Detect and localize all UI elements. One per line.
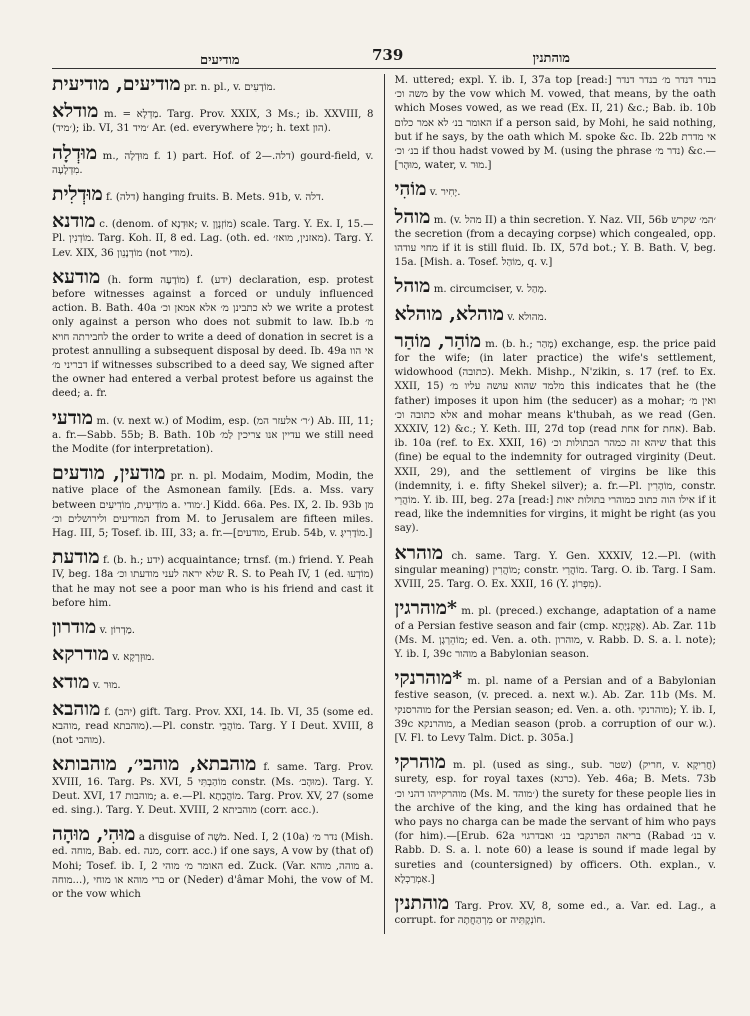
entry-headword: מודיעים, מודיעית	[52, 73, 181, 95]
entry-definition: m. = מַדְלָא. Targ. Prov. XXIX, 3 Ms.; ib. XXVIII, 8 (׳מיד); ib. VI, 31 ׳מיד Ar. (ed. everywhere ׳מַלְ; h. text הון).	[52, 109, 374, 135]
header-rule	[52, 68, 716, 69]
dictionary-entry	[395, 207, 717, 271]
entry-headword: מוהבתא, מוהבי׳, מוהבותא	[52, 753, 257, 776]
entry-headword: מודרקא	[52, 643, 109, 666]
dictionary-entry	[52, 617, 374, 638]
entry-headword: מודעי	[52, 406, 93, 429]
dictionary-entry	[52, 101, 374, 136]
entry-headword: מוהל	[394, 205, 431, 228]
entry-headword: מוהתנין	[394, 891, 450, 914]
entry-definition: f. (דלה) hanging fruits. B. Mets. 91b, v. דלה.	[105, 192, 325, 204]
two-column-body	[52, 74, 716, 934]
entry-headword: מוֹהַר, מוֹהַר	[394, 329, 482, 352]
entry-definition: m. pl. name of a Persian and of a Babylonian festive season, (v. preced. a. next w.). Ab. Zar. 11b (Ms. M. מוהרסנקי for the Persian season; ed. Ven. a. oth. מוהרנקי); Y. ib. I, 39c מוהרנקא, a Median season (prob. a corruption of our w.). [V. Fl. to Levy Talm. Dict. p. 305a.]	[394, 676, 716, 744]
entry-headword: מוֹהִי	[394, 178, 427, 201]
dictionary-entry	[395, 543, 717, 593]
entry-definition: m., מוּדְלָה f. 1) part. Hof. of דלה.—2) gourd-field, v. מִדְלָעָה.	[52, 150, 374, 176]
entry-headword: מודעת	[52, 546, 100, 569]
dictionary-entry	[395, 74, 717, 173]
entry-definition: Targ. Prov. XV, 8, some ed., a. Var. ed. Lag., a corrupt. for מִרְהַחֲתָה or חוֹנְקָתִּיה.	[394, 900, 716, 927]
entry-definition: f. (יהב) gift. Targ. Prov. XXI, 14. Ib. VI, 35 (some ed. מוהבא, read מוהבתא).—Pl. constr. מוֹהֲבֵי. Targ. Y I Deut. XVIII, 8 (not מוהבי).	[52, 706, 374, 747]
entry-headword: מוהבא	[52, 697, 101, 720]
entry-definition: f. same. Targ. Prov. XVIII, 16. Targ. Ps. XVI, 5 מוֹהַבְתִּי constr. (Ms. מוּהָב׳). Targ. Y. Deut. XVI, 17 מוהבות; a. e.—Pl. מוֹהֲבָתָא. Targ. Prov. XV, 27 (some ed. sing.). Targ. Y. Deut. XVIII, 2 מוהביתא (corr. acc.).	[52, 762, 374, 816]
header-left-catchword: מודיעים	[200, 53, 240, 68]
dictionary-entry	[395, 668, 717, 746]
entry-definition: (h. form מוֹדָעָה) f. (ידע) declaration, esp. protest before witnesses against a forced or unduly influenced action. B. Bath. 40a לא כתבינן מ׳ אלא אמאן וכ׳ we write a protest only against a person who does not submit to law. Ib.b מ׳ לחבירתה חויא the order to write a deed of donation in secret is a protest annulling a subsequent disposal by deed. Ib. 49a אי הוו דבריני מ׳ if witnesses subscribed to a deed say, We signed after the owner had entered a verbal protest before us against the deed; a. fr.	[52, 274, 374, 400]
entry-definition: m. pl. (used as sing., sub. שטר) (חריק, v. חֲרִיקָא) surety, esp. for royal taxes (כרגא). Yeb. 46a; B. Mets. 73b מוהרקייהו דהני וכ׳ (Ms. M. ׳מוהד) the surety for these people lies in the archive of the king, and the king has ordained that he who pays no charga can be made the servant of him who pays (for him).—[Erub. 62a בריאה הפרנקבי בנ׳ ואבדרגוי (Rabad בנ׳ v. Rabb. D. S. a. l. note 60) a lease is sound if made legal by sureties and (countersigned) by officers. Oth. explan., v. אַמְרַכְלָא.]	[394, 760, 717, 885]
dictionary-entry	[52, 699, 374, 749]
dictionary-entry	[395, 276, 717, 297]
entry-definition: m. (v. next w.) of Modim, esp. (׳ר׳ אלעזר המ) Ab. III, 11; a. fr.—Sabb. 55b; B. Bath. 10b עדיין אנו צריכין לַמ׳ we still need the Modite (for interpretation).	[52, 415, 374, 456]
entry-definition: v. מַדְרוֹן.	[99, 625, 135, 637]
entry-definition: M. uttered; expl. Y. ib. I, 37a top [read:] בנדר דנדר מ׳ בנדר דנדר משה וכ׳ by the vow which M. vowed, that means, by the oath which Moses vowed, as we read (Ex. II, 21) &c.; Bab. ib. 10b האומר בנ׳ לא אמר כלום if a person said, by Mohi, he said nothing, but if he says, by the oath which M. spoke &c. Ib. 22b אי מדרת בנ׳ וכ׳ if thou hadst vowed by M. (using the phrase נדר מ׳) &c.—[מוּהָר, water, v. מוּר.]	[394, 75, 716, 172]
dictionary-entry	[395, 304, 717, 325]
entry-definition: v. יָחִיר.	[429, 187, 461, 199]
entry-definition: pr. n. pl., v. מוֹדָעִים.	[183, 82, 276, 93]
entry-headword: מוהל	[394, 275, 431, 298]
entry-headword: *מוהרגין	[394, 597, 457, 620]
dictionary-entry	[52, 824, 374, 902]
dictionary-entry	[52, 672, 374, 693]
entry-headword: מודעין, מודעים	[52, 462, 166, 485]
entry-definition: v. מוּר.	[92, 679, 121, 691]
dictionary-entry	[395, 331, 717, 537]
entry-headword: מודנא	[52, 210, 96, 233]
entry-definition: c. (denom. of אוּדְנָא; v. מוֹזְנָוָן) scale. Targ. Y. Ex. I, 15.—Pl. מוֹדְנִין. Targ. Koh. II, 8 ed. Lag. (oth. ed. מאזנין, מואז׳). Targ. Y. Lev. XIX, 36 מוֹדְנָנֵון (not מודי).	[52, 219, 374, 259]
entry-headword: מודעא	[52, 265, 101, 288]
entry-headword: מוהרא	[394, 541, 444, 564]
entry-headword: מוהלא, מוהלא	[394, 302, 505, 325]
dictionary-entry	[52, 184, 374, 205]
dictionary-entry	[52, 754, 374, 818]
entry-definition: ch. same. Targ. Y. Gen. XXXIV, 12.—Pl. (with singular meaning) מוֹהֲרִין; constr. מוֹהֲרֵי. Targ. O. ib. Targ. I Sam. XVIII, 25. Targ. O. Ex. XXII, 16 (Y. מִפְרוֹגָ).	[394, 550, 716, 591]
entry-headword: *מוהרנקי	[394, 667, 463, 690]
entry-definition: f. (b. h.; ידע) acquaintance; trnsf. (m.) friend. Y. Peah IV, beg. 18a שלא יראה לעני מודעתו וכ׳ R. S. to Peah IV, 1 (ed. מוֹדְעוּ) that he may not see a poor man who is his friend and cast it before him.	[52, 555, 374, 609]
entry-headword: מודא	[52, 670, 90, 693]
entry-headword: מודרון	[52, 616, 97, 639]
dictionary-entry	[395, 893, 717, 928]
entry-headword: מוהרקי	[394, 751, 447, 774]
page-number: 739	[372, 46, 404, 64]
entry-definition: pr. n. pl. Modaim, Modim, Modin, the native place of the Asmonean family. [Eds. a. Mss. vary between מוֹדִיעִית, מוֹדִיעִים a. ׳מודי.] Kidd. 66a. Pes. IX, 2. Ib. 93b מן המודיעים ולירושלים וכ׳ from M. to Jerusalem are fifteen miles. Hag. III, 5; Tosef. ib. III, 33; a. fr.—[מודעים, Erub. 54b, v. מוֹדָרִיגָּ.]	[52, 471, 374, 540]
entry-definition: v. מהולא.	[507, 311, 547, 323]
entry-headword: מוּהִי, מוּהָה	[52, 823, 136, 846]
entry-headword: מוּדְלָה	[52, 141, 98, 164]
dictionary-entry	[52, 211, 374, 261]
dictionary-entry	[395, 598, 717, 662]
entry-definition: a disguise of מֹשֶׁה. Ned. I, 2 (10a) נדר מ׳ (Mish. ed. מוחה, Bab. ed. מנה, corr. acc.) if one says, A vow by (that of) Mohi; Tosef. ib. I, 2 האומר מ׳ מוהי ed. Zuck. (Var. מוהה, מוהא a. מוחה...), ברי מוהא או מוחי or (Neder) d'âmar Mohi, the vow of M. or the vow which	[52, 832, 374, 900]
dictionary-entry	[52, 547, 374, 611]
dictionary-entry	[395, 752, 717, 887]
entry-headword: מודלא	[52, 100, 99, 123]
entry-definition: v. מוּזְרְקָא.	[112, 652, 155, 664]
dictionary-entry	[52, 267, 374, 402]
entry-headword: מוּדְלִית	[52, 183, 103, 206]
dictionary-entry	[395, 179, 717, 200]
dictionary-entry	[52, 74, 374, 95]
entry-definition: m. circumciser, v. מָהַל.	[433, 284, 547, 296]
dictionary-entry	[52, 644, 374, 665]
running-header	[52, 40, 716, 66]
right-column	[384, 74, 717, 934]
dictionary-entry	[52, 408, 374, 458]
left-column	[52, 74, 384, 934]
entry-definition: m. pl. (preced.) exchange, adaptation of a name of a Persian festive season and fair (cmp. אֲקַנְיָתָא). Ab. Zar. 11b (Ms. M. מוֹהֵרְגָן; ed. Ven. a. oth. מוהרון, v. Rabb. D. S. a. l. note); Y. ib. I, 39c מוהור a Babylonian season.	[394, 606, 716, 660]
dictionary-entry	[52, 143, 374, 178]
header-right-catchword: מוהתנין	[532, 51, 570, 66]
entry-definition: m. (b. h.; מָהַר) exchange, esp. the price paid for the wife; (in later practice) the wife's settlement, widowhood (כתובה). Mekh. Mishp., N'zikin, s. 17 (ref. to Ex. XXII, 15) מלמד שהוא עושה עליו מ׳ this indicates that he (the father) imposes it upon him (the seducer) as a mohar; ואין מ׳ אלא כתובה וכ׳ and mohar means k'thubah, as we read (Gen. XXXIV, 12) &c.; Y. Keth. III, 27d top (read אחת for אחת). Bab. ib. 10a (ref. to Ex. XXII, 16) שיהא זה כמהר הבתולות וכ׳ that this (fine) be equal to the indemnity for outraged virginity (Deut. XXII, 29), and the settlement of virgins be like this (indemnity, i. e. fifty Shekel silver); a. fr.—Pl. מוֹהָרִין, constr. מוֹהֲרֵי. Y. ib. III, beg. 27a [read:] אילו הוה כתוב כמוהרי בתולות יאות if it read, like the indemnities for virgins, it might be right (as you say).	[394, 338, 717, 535]
dictionary-entry	[52, 463, 374, 541]
entry-definition: m. (v. מהל II) a thin secretion. Y. Naz. VII, 56b ׳המ׳ שקרש the secretion (from a decaying corpse) which congealed, opp. מחוי עודהו if it is still fluid. Ib. IX, 57d bot.; Y. B. Bath. V, beg. 15a. [Mish. a. Tosef. מוֹהַל, q. v.]	[394, 214, 717, 269]
